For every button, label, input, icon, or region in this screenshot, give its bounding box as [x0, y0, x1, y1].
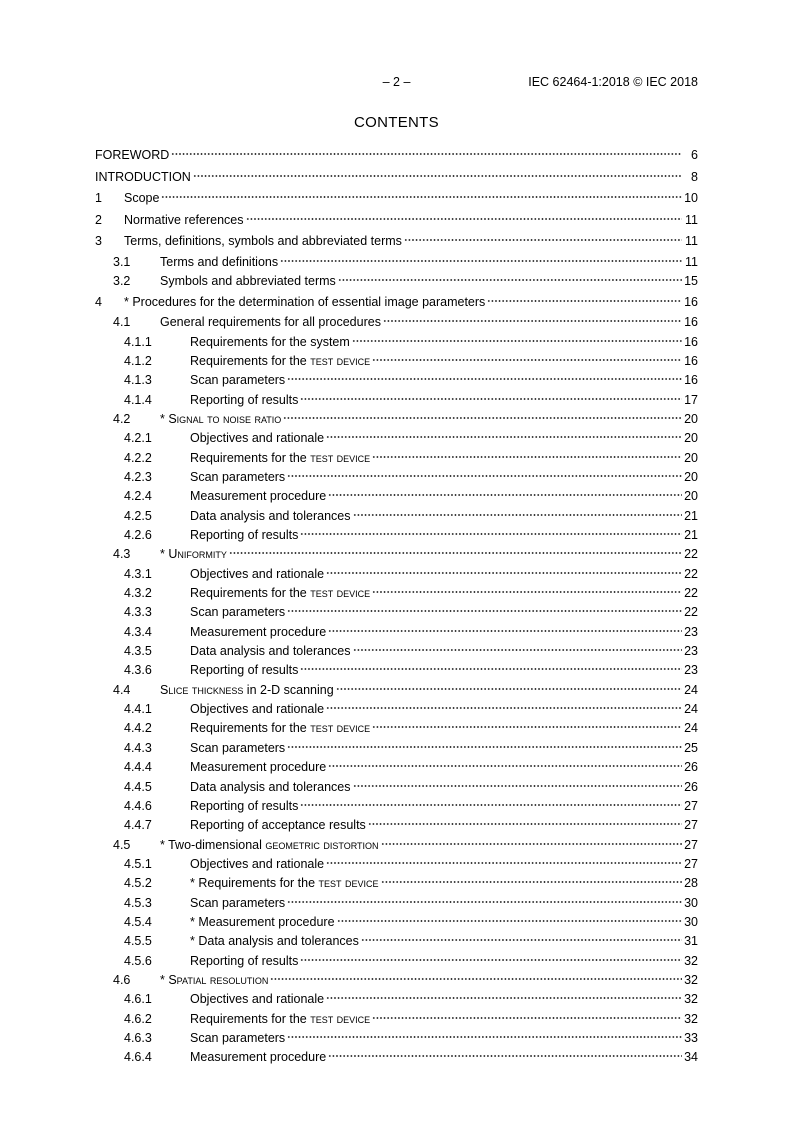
- toc-entry-number: 4.3.2: [124, 586, 152, 601]
- toc-entry-title: Normative references: [124, 212, 244, 227]
- toc-entry[interactable]: [95, 391, 698, 410]
- toc-entry-title: Data analysis and tolerances: [190, 508, 351, 523]
- toc-entry-title: Slice thickness in 2-D scanning: [160, 682, 334, 697]
- toc-entry-title: * Requirements for the test device: [190, 876, 379, 891]
- toc-entry-number: 2: [95, 212, 102, 227]
- dot-leader: [353, 513, 682, 517]
- toc-entry-title: Requirements for the test device: [190, 1011, 371, 1026]
- toc-entry-number: 4.5.1: [124, 856, 152, 871]
- dot-leader: [229, 551, 682, 555]
- dot-leader: [328, 629, 682, 633]
- dot-leader: [300, 803, 682, 807]
- toc-entry-title: INTRODUCTION: [95, 169, 191, 184]
- toc-entry-page: 16: [684, 353, 698, 368]
- toc-entry-page: 23: [684, 644, 698, 659]
- toc-entry-page: 26: [684, 779, 698, 794]
- toc-entry-page: 28: [684, 876, 698, 891]
- dot-leader: [161, 195, 682, 199]
- toc-entry[interactable]: [95, 292, 698, 314]
- dot-leader: [287, 609, 682, 613]
- toc-entry[interactable]: [95, 932, 698, 951]
- dot-leader: [326, 435, 682, 439]
- toc-entry[interactable]: [95, 855, 698, 874]
- dot-leader: [381, 842, 682, 846]
- toc-entry-page: 33: [684, 1030, 698, 1045]
- toc-entry-title: Reporting of results: [190, 663, 299, 678]
- toc-entry[interactable]: [95, 971, 698, 990]
- toc-entry-page: 22: [684, 605, 698, 620]
- toc-entry-number: 4.5: [113, 837, 131, 852]
- toc-entry-number: 4.5.3: [124, 895, 152, 910]
- toc-entry-number: 3: [95, 234, 102, 249]
- toc-entry-title: Symbols and abbreviated terms: [160, 274, 336, 289]
- toc-entry-page: 24: [684, 702, 698, 717]
- dot-leader: [283, 416, 682, 420]
- toc-entry-number: 4.1.1: [124, 334, 152, 349]
- toc-entry[interactable]: [95, 231, 698, 253]
- toc-entry-title: Measurement procedure: [190, 489, 327, 504]
- toc-entry[interactable]: [95, 719, 698, 738]
- toc-entry-page: 27: [684, 798, 698, 813]
- toc-entry-number: 4.4.6: [124, 798, 152, 813]
- toc-entry[interactable]: [95, 410, 698, 429]
- toc-entry-title: Measurement procedure: [190, 1050, 327, 1065]
- toc-entry-title: * Two-dimensional geometric distortion: [160, 837, 379, 852]
- toc-entry-number: 4.3.5: [124, 644, 152, 659]
- dot-leader: [372, 455, 682, 459]
- toc-entry[interactable]: [95, 449, 698, 468]
- toc-entry-page: 16: [684, 315, 698, 330]
- toc-entry[interactable]: [95, 603, 698, 622]
- dot-leader: [171, 152, 682, 156]
- page-number: – 2 –: [382, 75, 411, 89]
- toc-entry-page: 16: [684, 373, 698, 388]
- dot-leader: [368, 822, 682, 826]
- toc-entry[interactable]: [95, 468, 698, 487]
- toc-entry-number: 4.2.6: [124, 528, 152, 543]
- toc-entry-title: Scan parameters: [190, 740, 286, 755]
- dot-leader: [287, 745, 682, 749]
- toc-entry-title: General requirements for all procedures: [160, 315, 381, 330]
- toc-entry-title: * Spatial resolution: [160, 972, 269, 987]
- toc-entry-title: Objectives and rationale: [190, 431, 325, 446]
- toc-entry[interactable]: [95, 333, 698, 352]
- dot-leader: [287, 900, 682, 904]
- toc-entry-number: 4.6.3: [124, 1030, 152, 1045]
- dot-leader: [372, 725, 682, 729]
- toc-entry[interactable]: [95, 507, 698, 526]
- toc-entry[interactable]: [95, 700, 698, 719]
- contents-title: CONTENTS: [354, 114, 439, 131]
- toc-entry-number: 4: [95, 294, 102, 309]
- toc-entry[interactable]: [95, 1048, 698, 1067]
- toc-entry-title: Objectives and rationale: [190, 992, 325, 1007]
- toc-entry[interactable]: [95, 952, 698, 971]
- dot-leader: [300, 532, 682, 536]
- toc-entry-title: Reporting of results: [190, 798, 299, 813]
- toc-entry[interactable]: [95, 313, 698, 332]
- toc-entry-number: 4.6.1: [124, 992, 152, 1007]
- toc-entry-title: Objectives and rationale: [190, 856, 325, 871]
- dot-leader: [372, 358, 682, 362]
- toc-entry[interactable]: [95, 797, 698, 816]
- toc-entry-number: 4.3.4: [124, 624, 152, 639]
- toc-entry-title: Reporting of results: [190, 392, 299, 407]
- toc-entry[interactable]: [95, 565, 698, 584]
- toc-entry[interactable]: [95, 429, 698, 448]
- toc-entry[interactable]: [95, 352, 698, 371]
- dot-leader: [328, 764, 682, 768]
- toc-entry-number: 4.4.4: [124, 760, 152, 775]
- toc-entry-page: 27: [684, 818, 698, 833]
- toc-entry-number: 4.6: [113, 972, 131, 987]
- toc-entry[interactable]: [95, 167, 698, 189]
- toc-entry-title: * Signal to noise ratio: [160, 411, 282, 426]
- toc-entry-number: 4.3.3: [124, 605, 152, 620]
- page-header: [0, 75, 793, 93]
- toc-entry-page: 30: [684, 895, 698, 910]
- toc-entry-number: 4.2.1: [124, 431, 152, 446]
- toc-entry[interactable]: [95, 739, 698, 758]
- dot-leader: [300, 667, 682, 671]
- toc-entry-title: Data analysis and tolerances: [190, 779, 351, 794]
- toc-entry[interactable]: [95, 642, 698, 661]
- dot-leader: [404, 238, 682, 242]
- toc-entry-title: * Measurement procedure: [190, 914, 335, 929]
- dot-leader: [353, 648, 682, 652]
- toc-entry-title: Requirements for the test device: [190, 353, 371, 368]
- toc-entry-number: 4.2.4: [124, 489, 152, 504]
- dot-leader: [326, 861, 682, 865]
- toc-entry-page: 20: [684, 431, 698, 446]
- toc-entry-page: 21: [684, 508, 698, 523]
- toc-entry-number: 4.1.2: [124, 353, 152, 368]
- toc-entry-page: 32: [684, 992, 698, 1007]
- toc-entry-page: 22: [684, 547, 698, 562]
- toc-entry-title: Requirements for the test device: [190, 586, 371, 601]
- toc-entry-page: 11: [685, 212, 698, 227]
- dot-leader: [372, 1016, 682, 1020]
- dot-leader: [328, 493, 682, 497]
- dot-leader: [300, 397, 682, 401]
- toc-entry-page: 20: [684, 470, 698, 484]
- toc-entry-title: Requirements for the test device: [190, 450, 371, 465]
- toc-entry[interactable]: [95, 545, 698, 564]
- toc-entry-title: Reporting of acceptance results: [190, 818, 366, 833]
- dot-leader: [300, 958, 682, 962]
- dot-leader: [372, 590, 682, 594]
- dot-leader: [352, 339, 682, 343]
- toc-entry-title: Scan parameters: [190, 605, 286, 620]
- toc-entry-page: 15: [684, 274, 698, 289]
- toc-entry-page: 30: [684, 914, 698, 929]
- toc-entry-title: Reporting of results: [190, 528, 299, 543]
- toc-entry-number: 4.4.3: [124, 740, 152, 755]
- toc-entry-title: * Data analysis and tolerances: [190, 934, 359, 949]
- toc-entry-title: Requirements for the test device: [190, 721, 371, 736]
- toc-entry[interactable]: [95, 1029, 698, 1048]
- toc-entry-title: Terms and definitions: [160, 254, 279, 269]
- toc-entry-number: 4.5.4: [124, 914, 152, 929]
- toc-entry-title: Scope: [124, 191, 160, 206]
- toc-entry-page: 16: [684, 294, 698, 309]
- toc-entry-number: 4.1: [113, 315, 131, 330]
- toc-entry-page: 16: [684, 334, 698, 349]
- toc-entry-page: 24: [684, 682, 698, 697]
- toc-entry-number: 4.5.5: [124, 934, 152, 949]
- toc-entry-title: Measurement procedure: [190, 760, 327, 775]
- toc-entry-number: 4.2.5: [124, 508, 152, 523]
- toc-entry-number: 4.3.1: [124, 566, 152, 581]
- toc-entry[interactable]: [95, 1010, 698, 1029]
- toc-entry-title: Measurement procedure: [190, 624, 327, 639]
- toc-entry-page: 22: [684, 566, 698, 581]
- dot-leader: [338, 278, 682, 282]
- toc-entry-number: 4.3.6: [124, 663, 152, 678]
- toc-entry-page: 34: [684, 1050, 698, 1065]
- toc-entry-title: * Uniformity: [160, 547, 227, 562]
- toc-entry-number: 4.4.1: [124, 702, 152, 717]
- toc-entry-number: 4.2.2: [124, 450, 152, 465]
- dot-leader: [246, 217, 683, 221]
- toc-entry-page: 27: [684, 837, 698, 852]
- toc-entry[interactable]: [95, 894, 698, 913]
- toc-entry-number: 4.6.4: [124, 1050, 152, 1065]
- dot-leader: [287, 377, 682, 381]
- toc-entry-page: 17: [684, 392, 698, 407]
- toc-entry[interactable]: [95, 253, 698, 272]
- dot-leader: [326, 996, 682, 1000]
- toc-entry-page: 27: [684, 856, 698, 871]
- toc-entry-number: 4.4: [113, 682, 131, 697]
- toc-entry-number: 4.5.6: [124, 953, 152, 968]
- toc-entry-page: 10: [684, 191, 698, 206]
- toc-entry[interactable]: [95, 188, 698, 210]
- toc-entry[interactable]: [95, 210, 698, 232]
- toc-entry-title: Scan parameters: [190, 895, 286, 910]
- toc-entry-page: 6: [691, 148, 698, 162]
- toc-entry-number: 1: [95, 191, 102, 206]
- toc-entry-title: Data analysis and tolerances: [190, 644, 351, 659]
- toc-entry[interactable]: [95, 816, 698, 835]
- dot-leader: [487, 299, 682, 303]
- toc-entry-title: Requirements for the system: [190, 334, 350, 349]
- toc-entry[interactable]: [95, 681, 698, 700]
- toc-entry-page: 23: [684, 624, 698, 639]
- toc-entry-page: 25: [684, 740, 698, 755]
- toc-entry[interactable]: [95, 913, 698, 932]
- dot-leader: [326, 706, 682, 710]
- toc-entry-title: Scan parameters: [190, 1030, 286, 1045]
- document-id: IEC 62464-1:2018 © IEC 2018: [528, 75, 698, 89]
- toc-entry-page: 11: [685, 234, 698, 249]
- toc-entry-title: FOREWORD: [95, 148, 170, 162]
- toc-entry-page: 24: [684, 721, 698, 736]
- dot-leader: [361, 938, 682, 942]
- toc-entry-page: 11: [685, 254, 698, 269]
- toc-entry-page: 20: [684, 489, 698, 504]
- toc-entry-title: Objectives and rationale: [190, 702, 325, 717]
- toc-entry[interactable]: [95, 836, 698, 855]
- dot-leader: [383, 319, 682, 323]
- toc-entry-number: 4.5.2: [124, 876, 152, 891]
- toc-entry-number: 4.1.3: [124, 373, 152, 388]
- toc-entry-number: 4.2.3: [124, 470, 152, 484]
- toc-entry[interactable]: [95, 584, 698, 603]
- dot-leader: [336, 687, 682, 691]
- toc-entry-title: Scan parameters: [190, 470, 286, 484]
- toc-entry-page: 26: [684, 760, 698, 775]
- toc-entry-page: 31: [684, 934, 698, 949]
- dot-leader: [270, 977, 682, 981]
- dot-leader: [280, 259, 682, 263]
- toc-entry-number: 3.2: [113, 274, 131, 289]
- toc-entry[interactable]: [95, 487, 698, 506]
- toc-entry-page: 32: [684, 1011, 698, 1026]
- toc-entry-number: 4.1.4: [124, 392, 152, 407]
- toc-entry-page: 8: [691, 169, 698, 184]
- toc-entry-page: 22: [684, 586, 698, 601]
- dot-leader: [193, 174, 682, 178]
- toc-entry-number: 3.1: [113, 254, 131, 269]
- toc-entry-number: 4.6.2: [124, 1011, 152, 1026]
- toc-entry-title: Reporting of results: [190, 953, 299, 968]
- toc-entry-number: 4.2: [113, 411, 131, 426]
- toc-entry[interactable]: [95, 778, 698, 797]
- toc-entry-page: 32: [684, 972, 698, 987]
- toc-entry-title: * Procedures for the determination of essential image parameters: [124, 294, 486, 309]
- toc-entry-number: 4.4.5: [124, 779, 152, 794]
- dot-leader: [353, 784, 682, 788]
- toc-entry[interactable]: [95, 145, 698, 167]
- table-of-contents: [95, 145, 698, 1068]
- toc-entry-page: 23: [684, 663, 698, 678]
- toc-entry[interactable]: [95, 661, 698, 680]
- dot-leader: [287, 474, 682, 478]
- toc-entry[interactable]: [95, 272, 698, 291]
- toc-entry-number: 4.4.7: [124, 818, 152, 833]
- toc-entry-title: Objectives and rationale: [190, 566, 325, 581]
- toc-entry-title: Scan parameters: [190, 373, 286, 388]
- dot-leader: [326, 571, 682, 575]
- toc-entry-title: Terms, definitions, symbols and abbreviated terms: [124, 234, 402, 249]
- toc-entry-page: 20: [684, 411, 698, 426]
- toc-entry[interactable]: [95, 990, 698, 1009]
- dot-leader: [328, 1054, 682, 1058]
- toc-entry[interactable]: [95, 371, 698, 390]
- toc-entry-number: 4.4.2: [124, 721, 152, 736]
- dot-leader: [381, 880, 682, 884]
- dot-leader: [287, 1035, 682, 1039]
- toc-entry-page: 21: [684, 528, 698, 543]
- toc-entry-page: 20: [684, 450, 698, 465]
- toc-entry[interactable]: [95, 526, 698, 545]
- toc-entry-number: 4.3: [113, 547, 131, 562]
- toc-entry[interactable]: [95, 623, 698, 642]
- dot-leader: [337, 919, 682, 923]
- toc-entry[interactable]: [95, 758, 698, 777]
- toc-entry-page: 32: [684, 953, 698, 968]
- toc-entry[interactable]: [95, 874, 698, 893]
